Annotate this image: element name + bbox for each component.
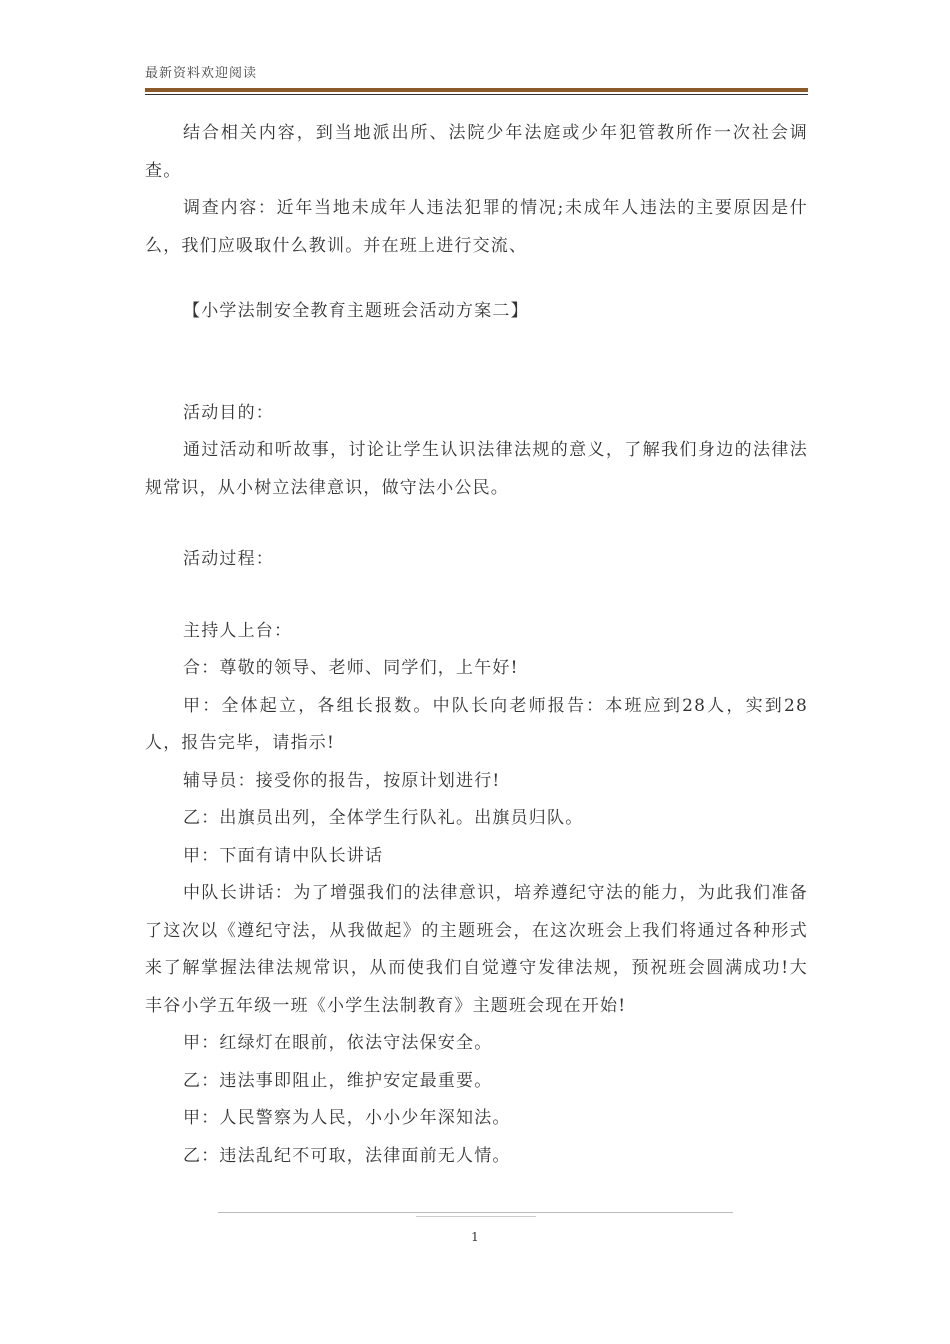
dialogue-line: 辅导员：接受你的报告，按原计划进行! <box>183 770 501 791</box>
paragraph-survey: 结合相关内容，到当地派出所、法院少年法庭或少年犯管教所作一次社会调查。 <box>145 123 808 181</box>
process-label: 活动过程： <box>183 549 274 569</box>
page-footer <box>218 1212 733 1217</box>
spacer <box>145 331 808 395</box>
spacer <box>145 579 808 613</box>
goal-label: 活动目的： <box>183 402 274 423</box>
header-rule-thin <box>145 94 808 95</box>
goal-text: 通过活动和听故事，讨论让学生认识法律法规的意义，了解我们身边的法律法规常识，从小树立法律意识，做守法小公民。 <box>145 440 808 498</box>
header-text: 最新资料欢迎阅读 <box>145 66 258 81</box>
dialogue-line: 乙：出旗员出列，全体学生行队礼。出旗员归队。 <box>183 808 584 828</box>
dialogue-line: 甲：下面有请中队长讲话 <box>183 845 384 866</box>
paragraph-survey-content: 调查内容：近年当地未成年人违法犯罪的情况;未成年人违法的主要原因是什么，我们应吸取什么教训。并在班上进行交流、 <box>145 198 808 256</box>
footer-rule-short <box>416 1216 536 1217</box>
section-title: 【小学法制安全教育主题班会活动方案二】 <box>183 301 529 321</box>
dialogue-line: 合：尊敬的领导、老师、同学们，上午好! <box>183 658 519 678</box>
dialogue-line: 乙：违法事即阻止，维护安定最重要。 <box>183 1070 493 1091</box>
header-rule-thick <box>145 88 808 92</box>
host-label: 主持人上台： <box>183 620 293 641</box>
dialogue-line: 甲：人民警察为人民，小小少年深知法。 <box>183 1108 511 1128</box>
footer-rule <box>218 1212 733 1213</box>
dialogue-line: 中队长讲话：为了增强我们的法律意识，培养遵纪守法的能力，为此我们准备了这次以《遵纪守法，从我做起》的主题班会，在这次班会上我们将通过各种形式来了解掌握法律法规常识，从而使我们自觉遵守发律法规，预祝班会圆满成功!大丰谷小学五年级一班《小学生法制教育》主题班会现在开始! <box>145 883 808 1016</box>
document-body <box>145 115 808 1175</box>
page-header <box>145 64 808 95</box>
dialogue-line: 乙：违法乱纪不可取，法律面前无人情。 <box>183 1145 511 1166</box>
spacer <box>145 507 808 541</box>
page-number: 1 <box>471 1230 479 1244</box>
dialogue-line: 甲：红绿灯在眼前，依法守法保安全。 <box>183 1033 493 1053</box>
dialogue-line: 甲：全体起立，各组长报数。中队长向老师报告：本班应到28人，实到28人，报告完毕，请指示! <box>145 695 808 753</box>
